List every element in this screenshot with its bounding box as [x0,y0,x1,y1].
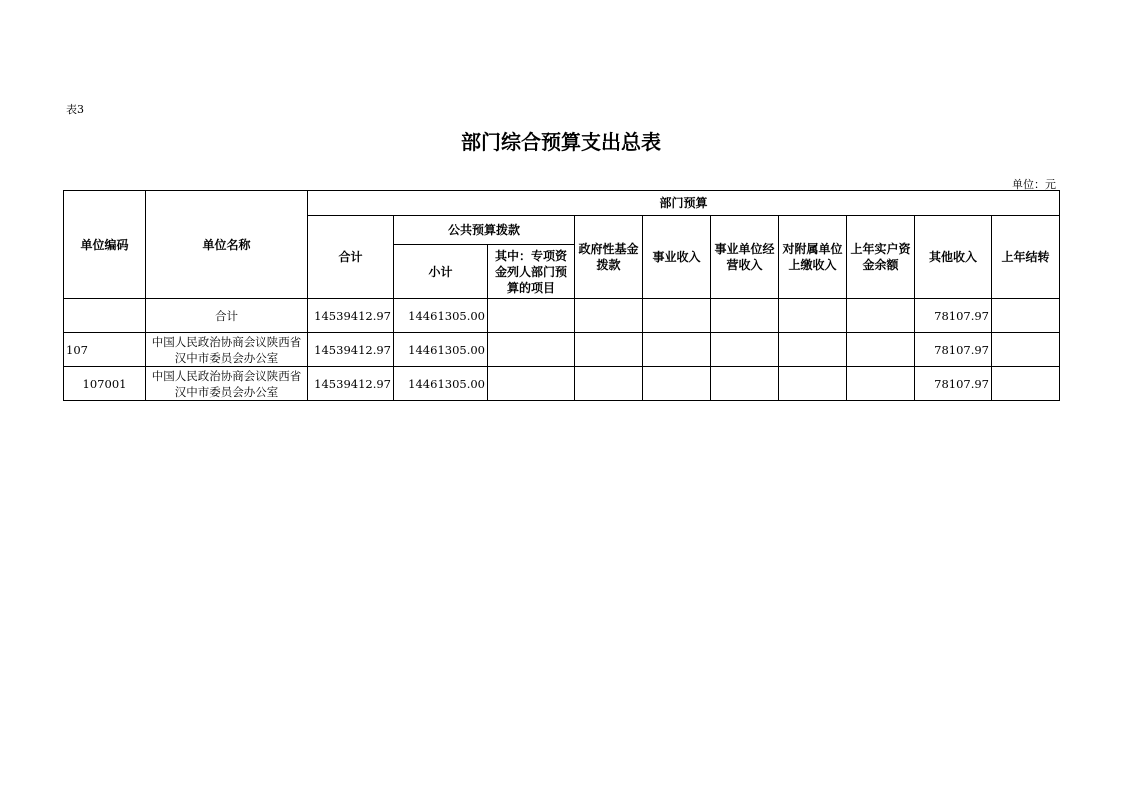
cell-operating-income [711,333,779,367]
header-operating-income: 事业单位经营收入 [711,216,779,299]
cell-subordinate-income [779,299,847,333]
cell-prior-carryover [992,333,1060,367]
cell-prior-balance [847,333,915,367]
cell-total: 14539412.97 [308,333,394,367]
cell-special-funds [488,367,575,401]
cell-operating-income [711,367,779,401]
cell-unit-name: 中国人民政治协商会议陕西省汉中市委员会办公室 [146,333,308,367]
cell-unit-code: 107 [64,333,146,367]
header-prior-balance: 上年实户资金余额 [847,216,915,299]
cell-business-income [643,299,711,333]
header-special-funds: 其中：专项资金列人部门预算的项目 [488,245,575,299]
cell-gov-fund [575,299,643,333]
table-row [64,333,1060,367]
header-public-budget: 公共预算拨款 [394,216,575,245]
cell-unit-code [64,299,146,333]
cell-gov-fund [575,367,643,401]
header-total: 合计 [308,216,394,299]
cell-prior-balance [847,367,915,401]
currency-unit-label: 单位：元 [1012,178,1056,191]
cell-subordinate-income [779,367,847,401]
cell-operating-income [711,299,779,333]
cell-unit-name: 中国人民政治协商会议陕西省汉中市委员会办公室 [146,367,308,401]
budget-expenditure-table [63,190,1060,401]
header-business-income: 事业收入 [643,216,711,299]
header-unit-name: 单位名称 [146,191,308,299]
table-row [64,367,1060,401]
cell-gov-fund [575,333,643,367]
cell-subtotal: 14461305.00 [394,367,488,401]
cell-other-income: 78107.97 [915,299,992,333]
table-number-label: 表3 [66,103,84,116]
cell-subtotal: 14461305.00 [394,299,488,333]
cell-business-income [643,333,711,367]
cell-special-funds [488,333,575,367]
page-title: 部门综合预算支出总表 [461,130,661,154]
cell-total: 14539412.97 [308,299,394,333]
cell-prior-balance [847,299,915,333]
cell-subordinate-income [779,333,847,367]
header-unit-code: 单位编码 [64,191,146,299]
cell-other-income: 78107.97 [915,367,992,401]
header-prior-carryover: 上年结转 [992,216,1060,299]
header-other-income: 其他收入 [915,216,992,299]
cell-subtotal: 14461305.00 [394,333,488,367]
cell-special-funds [488,299,575,333]
cell-unit-name: 合计 [146,299,308,333]
header-dept-budget: 部门预算 [308,191,1060,216]
header-subordinate-income: 对附属单位上缴收入 [779,216,847,299]
header-subtotal: 小计 [394,245,488,299]
cell-unit-code: 107001 [64,367,146,401]
cell-business-income [643,367,711,401]
header-gov-fund: 政府性基金拨款 [575,216,643,299]
table-row-total [64,299,1060,333]
cell-other-income: 78107.97 [915,333,992,367]
cell-prior-carryover [992,367,1060,401]
cell-prior-carryover [992,299,1060,333]
cell-total: 14539412.97 [308,367,394,401]
